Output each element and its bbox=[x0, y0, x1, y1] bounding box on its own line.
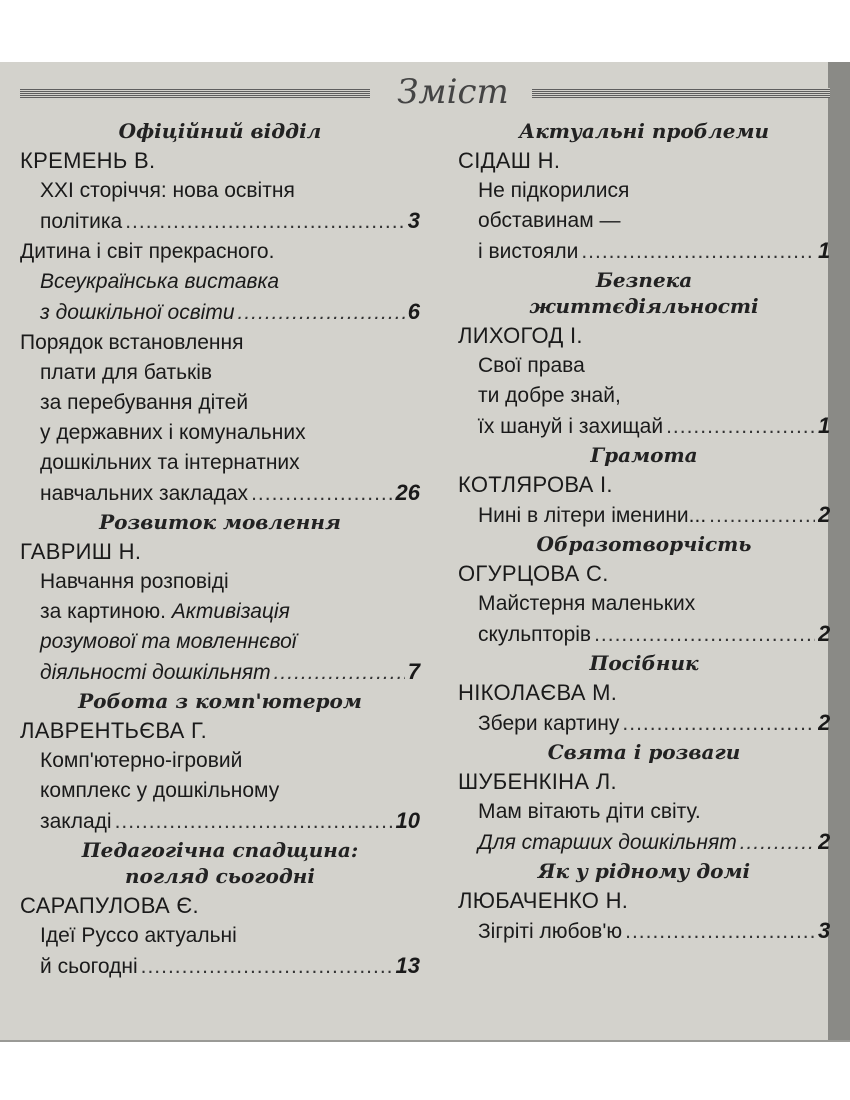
dot-leader bbox=[141, 952, 393, 982]
header-rule-left bbox=[20, 88, 370, 98]
article-entry-with-page bbox=[458, 236, 830, 267]
article-title-text: Для старших дошкільнят bbox=[478, 831, 737, 854]
page-number: 3 bbox=[407, 208, 420, 233]
article-title-line: Майстерня маленьких bbox=[478, 592, 696, 615]
dot-leader bbox=[251, 479, 392, 509]
section-heading: Посібник bbox=[589, 651, 699, 675]
section-heading: Свята і розваги bbox=[547, 740, 741, 764]
dot-leader bbox=[581, 237, 815, 267]
contents-header bbox=[20, 72, 830, 116]
article-title-text: політика bbox=[40, 210, 123, 233]
article-subtitle-text: Активізація bbox=[171, 600, 290, 623]
article-title-line: у державних і комунальних bbox=[40, 421, 306, 444]
article-title-line: розумової та мовленнєвої bbox=[40, 630, 297, 653]
article-title-line: Навчання розповіді bbox=[40, 570, 229, 593]
article-entry-with-page bbox=[458, 708, 830, 739]
article-entry-with-page bbox=[20, 297, 420, 328]
page-number: 2 bbox=[818, 710, 830, 735]
author-name: ГАВРИШ Н. bbox=[20, 539, 142, 564]
article-entry-with-page bbox=[20, 657, 420, 688]
author-name: КОТЛЯРОВА І. bbox=[458, 472, 613, 497]
page-number: 2 bbox=[818, 829, 830, 854]
page-number: 3 bbox=[818, 918, 830, 943]
page-binding-edge bbox=[828, 62, 850, 1040]
page-number: 2 bbox=[818, 621, 830, 646]
section-heading: Актуальні проблеми bbox=[518, 119, 770, 143]
dot-leader bbox=[125, 207, 405, 237]
page-number: 1 bbox=[818, 413, 830, 438]
article-title-line: Мам вітають діти світу. bbox=[478, 800, 701, 823]
section-heading: Образотворчість bbox=[536, 532, 752, 556]
article-entry-with-page bbox=[20, 206, 420, 237]
page-number: 10 bbox=[395, 808, 420, 833]
article-entry-with-page bbox=[20, 951, 420, 982]
author-name: ШУБЕНКІНА Л. bbox=[458, 769, 617, 794]
article-title-line: комплекс у дошкільному bbox=[40, 779, 280, 802]
dot-leader bbox=[594, 620, 815, 650]
article-entry-with-page bbox=[458, 619, 830, 650]
author-name: КРЕМЕНЬ В. bbox=[20, 148, 156, 173]
article-title-line: ти добре знай, bbox=[478, 384, 621, 407]
article-title-text: діяльності дошкільнят bbox=[40, 661, 271, 684]
article-title-line: Свої права bbox=[478, 354, 585, 377]
article-title-text: й сьогодні bbox=[40, 955, 138, 978]
section-heading: Розвиток мовлення bbox=[99, 510, 341, 534]
article-entry-with-page bbox=[20, 478, 420, 509]
dot-leader bbox=[625, 917, 815, 947]
article-title-text: Збери картину bbox=[478, 712, 620, 735]
article-title: Порядок встановлення bbox=[20, 331, 244, 354]
author-name: СІДАШ Н. bbox=[458, 148, 561, 173]
article-entry-with-page bbox=[458, 827, 830, 858]
author-name: НІКОЛАЄВА М. bbox=[458, 680, 618, 705]
page-number: 13 bbox=[395, 953, 420, 978]
dot-leader bbox=[274, 658, 405, 688]
page-number: 1 bbox=[818, 238, 830, 263]
article-entry-with-page bbox=[458, 411, 830, 442]
author-name: ЛАВРЕНТЬЄВА Г. bbox=[20, 718, 207, 743]
article-title-line: Комп'ютерно-ігровий bbox=[40, 749, 243, 772]
section-heading: Педагогічна спадщина: bbox=[81, 838, 359, 862]
article-title-text: Нині в літери іменини... bbox=[478, 504, 707, 527]
article-title-text: і вистояли bbox=[478, 240, 579, 263]
page-number: 6 bbox=[407, 299, 420, 324]
article-title-line: дошкільних та інтернатних bbox=[40, 451, 300, 474]
contents-column-left bbox=[20, 118, 420, 982]
article-title-line: Ідеї Руссо актуальні bbox=[40, 924, 237, 947]
dot-leader bbox=[115, 807, 393, 837]
article-entry-with-page bbox=[458, 916, 830, 947]
dot-leader bbox=[238, 298, 405, 328]
contents-column-right bbox=[458, 118, 830, 947]
section-heading: погляд сьогодні bbox=[125, 864, 315, 888]
article-title-line: Не підкорилися bbox=[478, 179, 630, 202]
article-title-text: за картиною. bbox=[40, 600, 172, 623]
header-rule-right bbox=[532, 88, 830, 98]
article-title-text: Зігріті любов'ю bbox=[478, 920, 623, 943]
author-name: ЛЮБАЧЕНКО Н. bbox=[458, 888, 629, 913]
article-title-text: закладі bbox=[40, 810, 112, 833]
dot-leader bbox=[709, 501, 815, 531]
article-entry-with-page bbox=[20, 806, 420, 837]
article-title-line: Всеукраїнська виставка bbox=[40, 270, 280, 293]
section-heading: Як у рідному домі bbox=[537, 859, 751, 883]
author-name: САРАПУЛОВА Є. bbox=[20, 893, 199, 918]
author-name: ОГУРЦОВА С. bbox=[458, 561, 609, 586]
section-heading: Грамота bbox=[590, 443, 698, 467]
article-title-text: з дошкільної освіти bbox=[40, 301, 235, 324]
page-number: 7 bbox=[407, 659, 420, 684]
dot-leader bbox=[666, 412, 815, 442]
article-title-line: обставинам — bbox=[478, 209, 621, 232]
dot-leader bbox=[740, 828, 815, 858]
article-title-line bbox=[20, 597, 420, 627]
contents-title: Зміст bbox=[397, 72, 509, 112]
article-title-line: плати для батьків bbox=[40, 361, 213, 384]
article-title-line: XXI сторіччя: нова освітня bbox=[40, 179, 295, 202]
article-title-text: навчальних закладах bbox=[40, 482, 249, 505]
section-heading: Робота з комп'ютером bbox=[78, 689, 362, 713]
article-title-text: їх шануй і захищай bbox=[478, 415, 664, 438]
article-title-text: скульпторів bbox=[478, 623, 592, 646]
article-title: Дитина і світ прекрасного. bbox=[20, 240, 275, 263]
article-entry-with-page bbox=[458, 500, 830, 531]
article-title-line: за перебування дітей bbox=[40, 391, 249, 414]
section-heading: Безпека bbox=[595, 268, 693, 292]
dot-leader bbox=[622, 709, 815, 739]
section-heading: життєдіяльності bbox=[529, 294, 759, 318]
page-bottom-edge bbox=[0, 1040, 850, 1042]
author-name: ЛИХОГОД І. bbox=[458, 323, 583, 348]
section-heading: Офіційний відділ bbox=[118, 119, 322, 143]
page-number: 26 bbox=[395, 480, 420, 505]
page-number: 2 bbox=[818, 502, 830, 527]
